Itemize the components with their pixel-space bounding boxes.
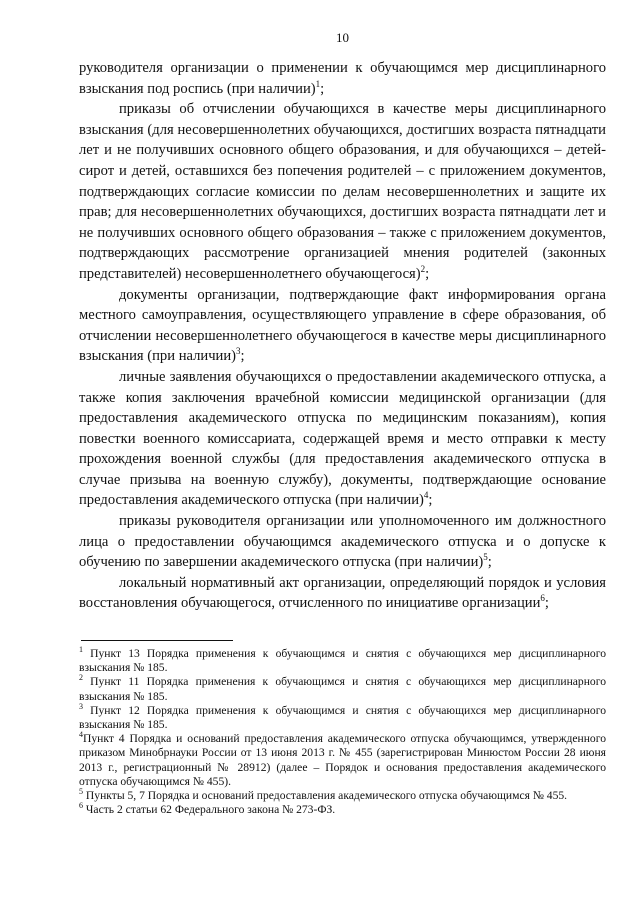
paragraph: приказы об отчислении обучающихся в качестве меры дисциплинарного взыскания (для несовершеннолетних обучающихся, достигших возраста пятнадцати лет и не получивших основного общего образования, и для обучающихся – детей-сирот и детей, оставшихся без попечения родителей – с приложением документов, подтверждающих согласие комиссии по делам несовершеннолетних и защите их прав; для несовершеннолетних обучающихся, достигших возраста пятнадцати лет и не получивших основного общего образования – также с приложением документов, подтверждающих рассмотрение организацией мнения родителей (законных представителей) несовершеннолетнего обучающегося)$^2$; — [79, 101, 606, 282]
body-text — [79, 58, 606, 614]
footnote-ref[interactable]: 6 — [540, 593, 545, 604]
footnote-separator — [81, 640, 233, 641]
footnote-ref[interactable]: 4 — [423, 490, 429, 501]
footnote: $^1$ Пункт 13 Порядка применения к обучающимся и снятия с обучающихся мер дисциплинарного взыскания № 185. — [79, 645, 606, 675]
paragraph: личные заявления обучающихся о предоставлении академического отпуска, а также копия заключения врачебной комиссии медицинской организации (для предоставления академического отпуска по медицинским показаниям), копия повестки военного комиссариата, содержащей время и место отправки к месту прохождения военной службы (для предоставления академического отпуска в случае призыва на военную службу), документы, подтверждающие основание предоставления академического отпуска (при наличии)$^4$; — [79, 368, 606, 509]
paragraph: локальный нормативный акт организации, определяющий порядок и условия восстановления обучающегося, отчисленного по инициативе организации$^6$; — [79, 574, 606, 612]
footnote-ref[interactable]: 2 — [420, 264, 426, 275]
paragraph: приказы руководителя организации или уполномоченного им должностного лица о предоставлении обучающимся академического отпуска и о допуске к обучению по завершении академического отпуска (при наличии)$^5$; — [79, 513, 606, 571]
footnote: $^5$ Пункты 5, 7 Порядка и оснований предоставления академического отпуска обучающимся № 455. — [79, 787, 568, 803]
footnote: $^3$ Пункт 12 Порядка применения к обучающимся и снятия с обучающихся мер дисциплинарного взыскания № 185. — [79, 701, 606, 732]
footnote: $^2$ Пункт 11 Порядка применения к обучающимся и снятия с обучающихся мер дисциплинарного взыскания № 185. — [79, 673, 606, 703]
footnotes — [79, 647, 606, 817]
footnote-ref[interactable]: 3 — [236, 346, 241, 357]
page-number: 10 — [336, 30, 349, 45]
paragraph: документы организации, подтверждающие факт информирования органа местного самоуправления, осуществляющего управление в сфере образования, об отчислении несовершеннолетнего обучающегося в качестве меры дисциплинарного взыскания (при наличии)$^3$; — [79, 286, 606, 365]
footnote: $^6$ Часть 2 статьи 62 Федерального закона № 273-ФЗ. — [79, 801, 336, 817]
footnote-ref[interactable]: 1 — [315, 78, 321, 89]
paragraph: руководителя организации о применении к обучающимся мер дисциплинарного взыскания под роспись (при наличии)$^1$; — [79, 60, 606, 97]
footnote: $^4$Пункт 4 Порядка и оснований предоставления академического отпуска обучающимся, утвержденного приказом Минобрнауки России от 13 июня 2013 г. № 455 (зарегистрирован Минюстом России 28 июня 2013 г., регистрационный № 28912) (далее – Порядок и основания предоставления академического отпуска обучающимся № 455). — [79, 730, 606, 788]
footnote-ref[interactable]: 5 — [483, 552, 488, 563]
